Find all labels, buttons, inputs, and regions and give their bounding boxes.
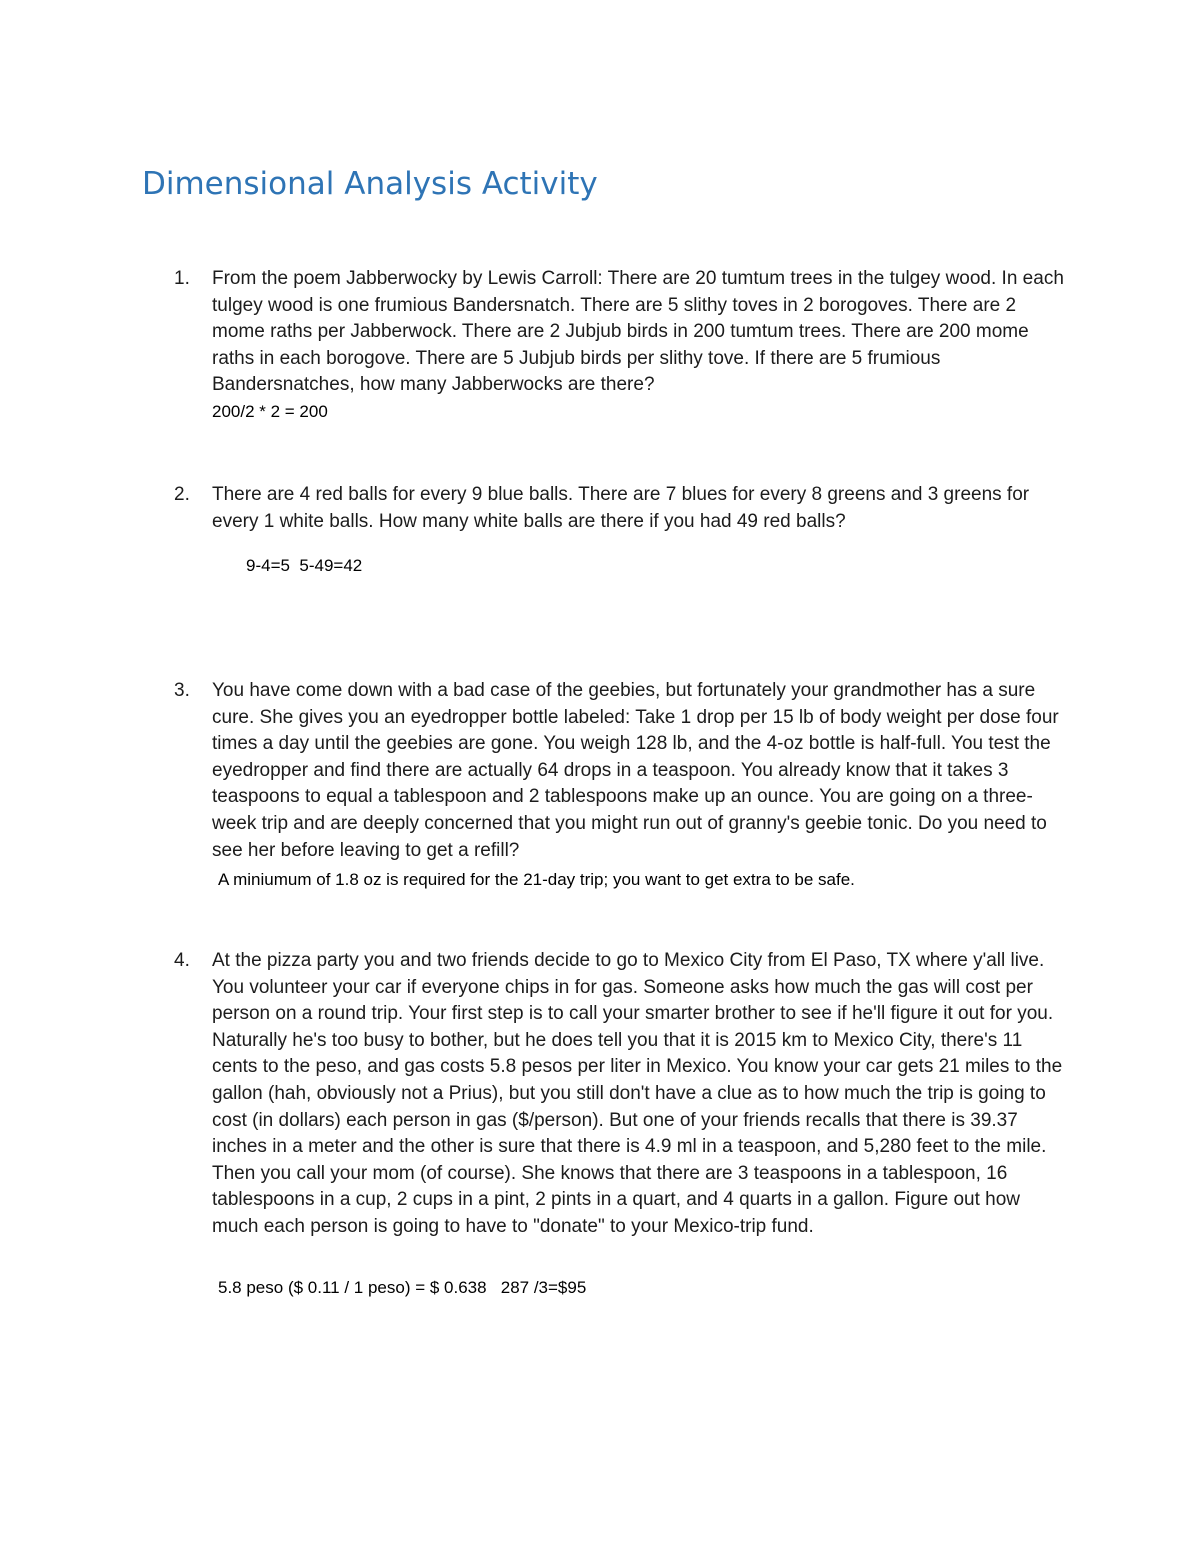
answer-text: 5.8 peso ($ 0.11 / 1 peso) = $ 0.638 287 /3=$95 bbox=[218, 1278, 587, 1297]
question-number: 1. bbox=[174, 268, 190, 289]
question-number: 2. bbox=[174, 484, 190, 505]
answer-text: A miniumum of 1.8 oz is required for the 21-day trip; you want to get extra to be safe. bbox=[218, 870, 855, 889]
question-number: 3. bbox=[174, 680, 190, 701]
question-text: From the poem Jabberwocky by Lewis Carroll: There are 20 tumtum trees in the tulgey wood. In each tulgey wood is one frumious Bandersnatch. There are 5 slithy toves in 2 borogoves. There are 2 mome raths per Jabberwock. There are 2 Jubjub birds in 200 tumtum trees. There are 200 mome raths in each borogove. There are 5 Jubjub birds per slithy tove. If there are 5 frumious Bandersnatches, how many Jabberwocks are there? bbox=[212, 268, 1064, 396]
question-text: There are 4 red balls for every 9 blue balls. There are 7 blues for every 8 greens and 3 greens for every 1 white balls. How many white balls are there if you had 49 red balls? bbox=[212, 484, 1030, 532]
answer-text: 200/2 * 2 = 200 bbox=[212, 402, 328, 421]
question-text: At the pizza party you and two friends decide to go to Mexico City from El Paso, TX where y'all live. You volunteer your car if everyone chips in for gas. Someone asks how much the gas will cost per person on a round trip. Your first step is to call your smarter brother to see if he'll figure it out for you. Naturally he's too busy to bother, but he does tell you that it is 2015 km to Mexico City, there's 11 cents to the peso, and gas costs 5.8 pesos per liter in Mexico. You know your car gets 21 miles to the gallon (hah, obviously not a Prius), but you still don't have a clue as to how much the trip is going to cost (in dollars) each person in gas ($/person). But one of your friends recalls that there is 39.37 inches in a meter and the other is sure that there is 4.9 ml in a teaspoon, and 5,280 feet to the mile. Then you call your mom (of course). She knows that there are 3 teaspoons in a tablespoon, 16 tablespoons in a cup, 2 cups in a pint, 2 pints in a quart, and 4 quarts in a gallon. Figure out how much each person is going to have to "donate" to your Mexico-trip fund. bbox=[212, 950, 1063, 1237]
answer-text: 9-4=5 5-49=42 bbox=[246, 556, 363, 575]
question-number: 4. bbox=[174, 950, 190, 971]
question-text: You have come down with a bad case of the geebies, but fortunately your grandmother has a sure cure. She gives you an eyedropper bottle labeled: Take 1 drop per 15 lb of body weight per dose four times a day until the geebies are gone. You weigh 128 lb, and the 4-oz bottle is half-full. You test the eyedropper and find there are actually 64 drops in a teaspoon. You already know that it takes 3 teaspoons to equal a tablespoon and 2 tablespoons make up an ounce. You are going on a three-week trip and are deeply concerned that you might run out of granny's geebie tonic. Do you need to see her before leaving to get a refill? bbox=[212, 680, 1059, 861]
page-title: Dimensional Analysis Activity bbox=[142, 166, 598, 202]
